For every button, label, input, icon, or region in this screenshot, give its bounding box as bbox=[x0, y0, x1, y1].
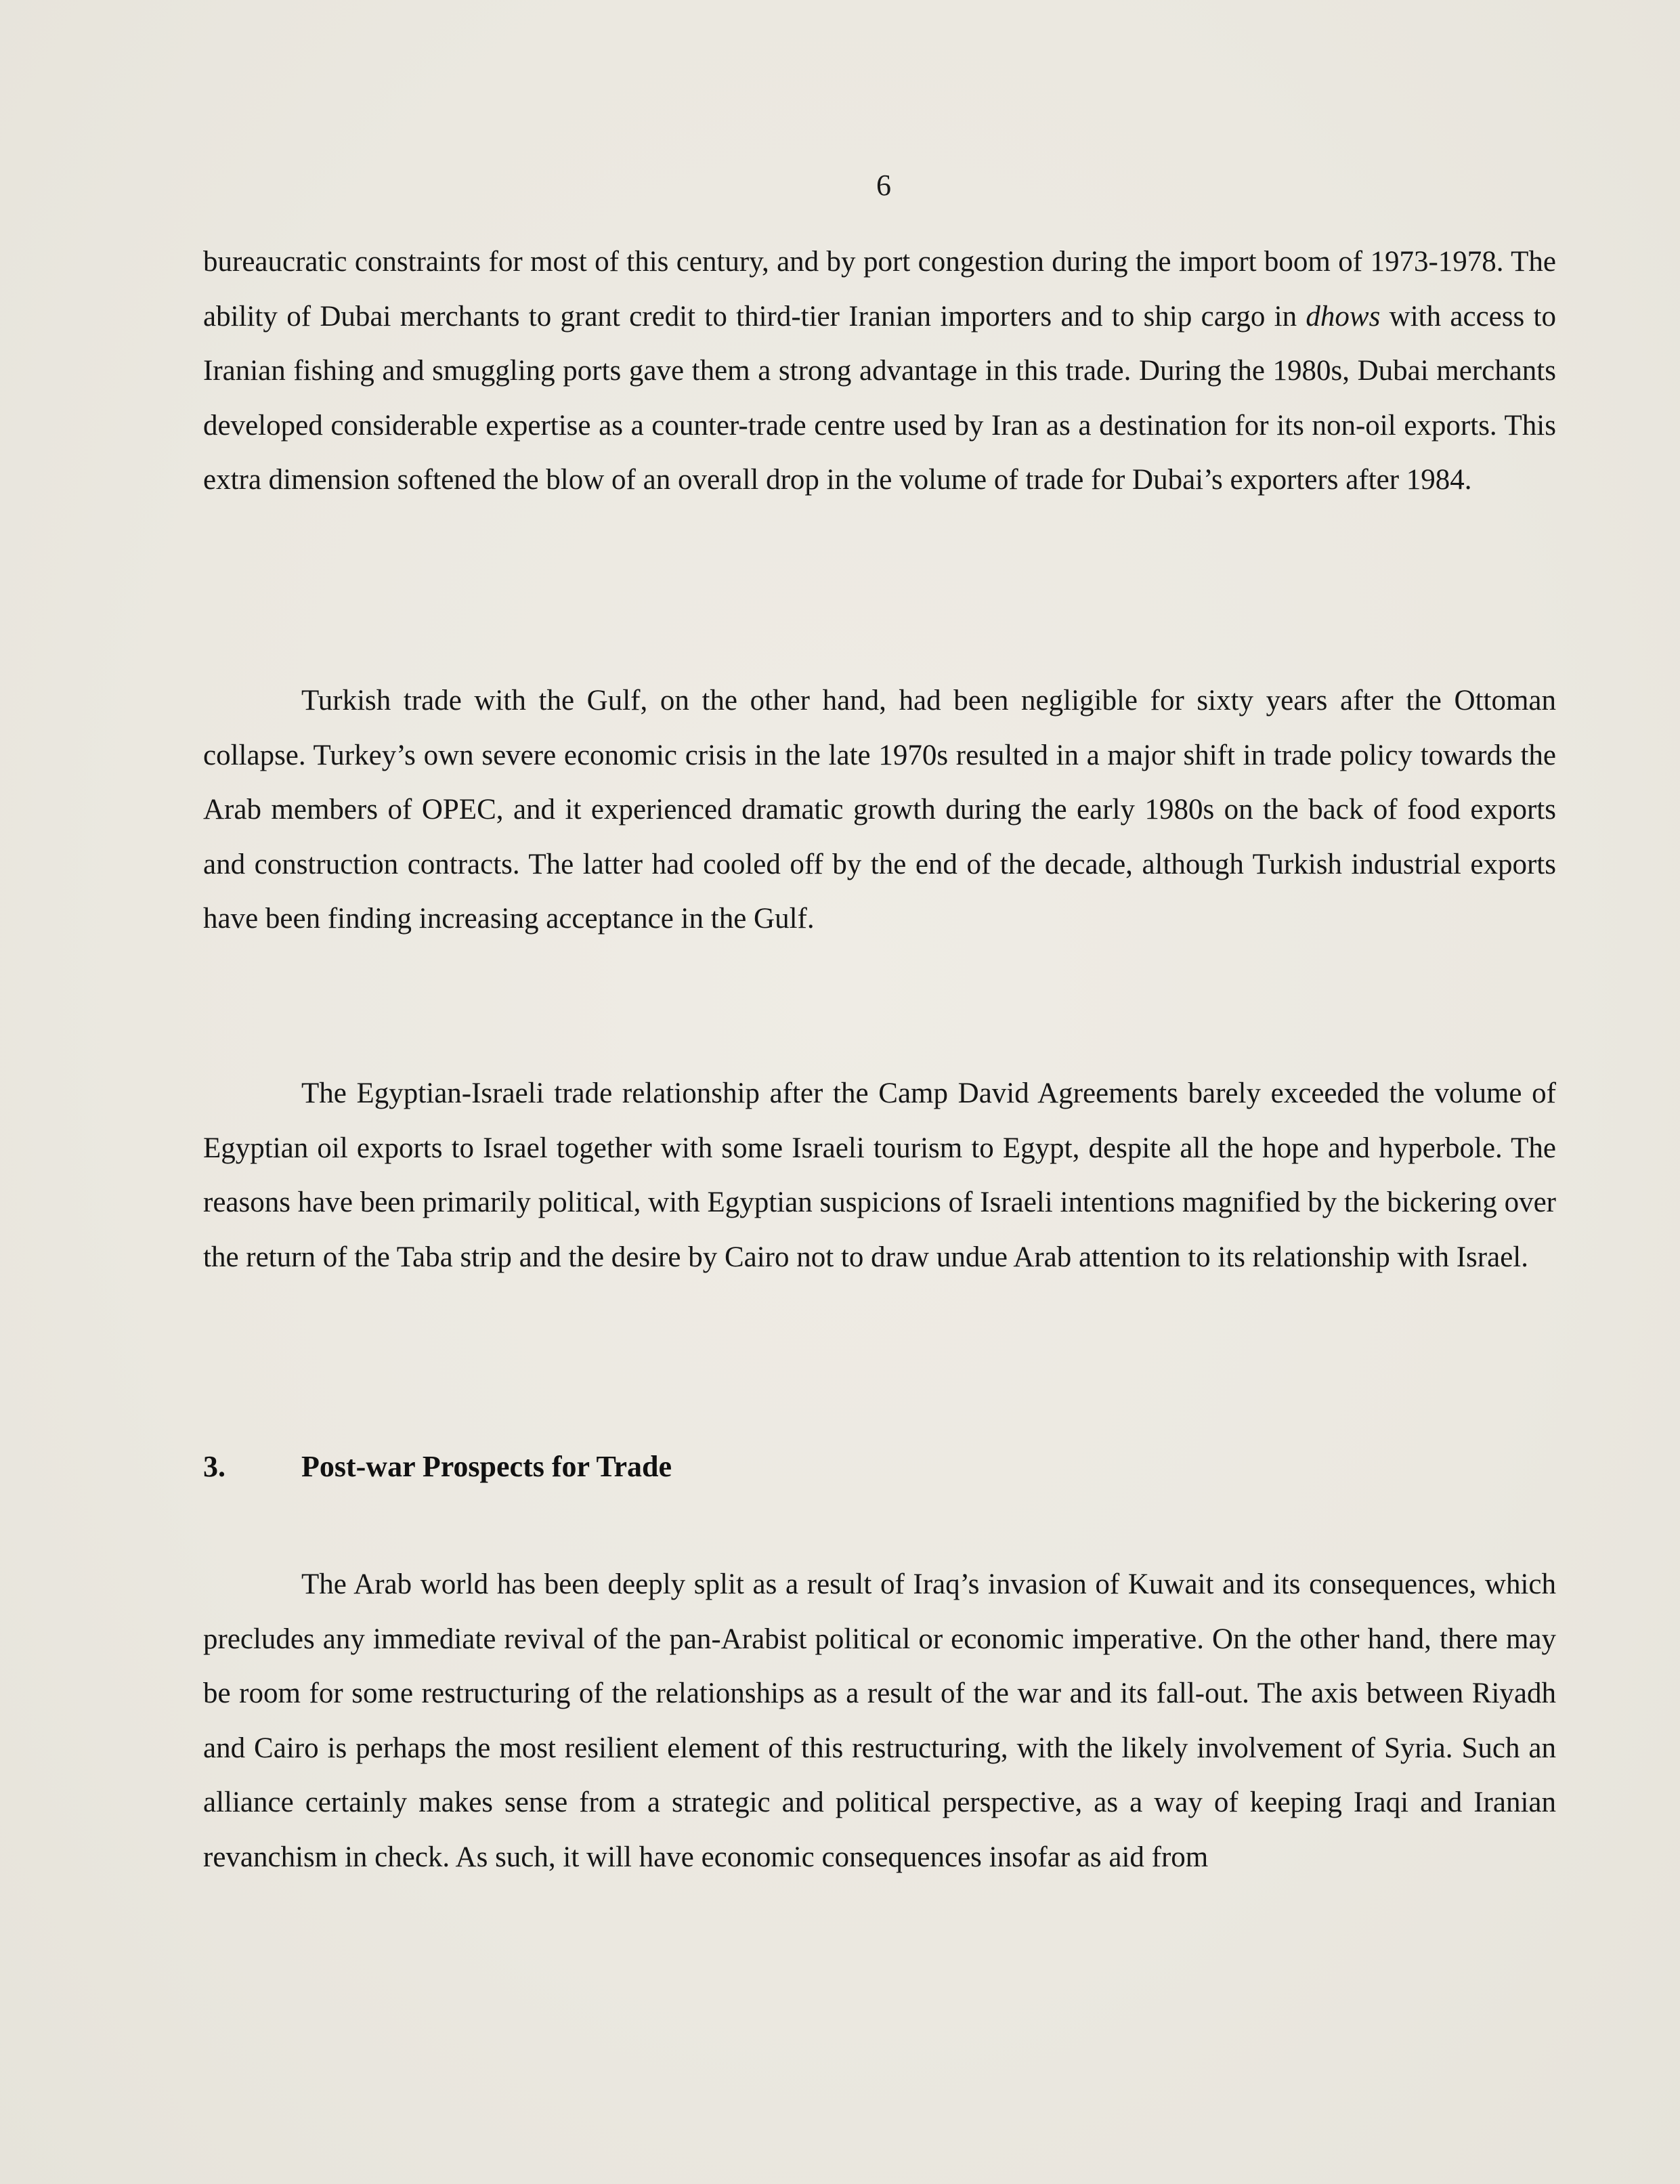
paragraph-post-war-prospects bbox=[203, 1558, 1556, 1885]
paragraph-text bbox=[203, 235, 1556, 508]
paragraph-turkish-trade bbox=[203, 674, 1556, 947]
paragraph-text: Turkish trade with the Gulf, on the other hand, had been negligible for sixty years after the Ottoman collapse. Turkey’s own severe economic crisis in the late 1970s resulted in a major shift in trade policy towards the Arab members of OPEC, and it experienced dramatic growth during the early 1980s on the back of food exports and construction contracts. The latter had cooled off by the end of the decade, although Turkish industrial exports have been finding increasing acceptance in the Gulf. bbox=[203, 685, 1556, 935]
section-heading bbox=[203, 1449, 672, 1484]
paragraph-text: The Egyptian-Israeli trade relationship after the Camp David Agreements barely exceeded the volume of Egyptian oil exports to Israel together with some Israeli tourism to Egypt, despite all the hope and hyperbole. The reasons have been primarily political, with Egyptian suspicions of Israeli intentions magnified by the bickering over the return of the Taba strip and the desire by Cairo not to draw undue Arab attention to its relationship with Israel. bbox=[203, 1077, 1556, 1273]
paragraph-text: The Arab world has been deeply split as a result of Iraq’s invasion of Kuwait and its consequences, which precludes any immediate revival of the pan-Arabist political or economic imperative. On the other hand, there may be room for some restructuring of the relationships as a result of the war and its fall-out. The axis between Riyadh and Cairo is perhaps the most resilient element of this restructuring, with the likely involvement of Syria. Such an alliance certainly makes sense from a strategic and political perspective, as a way of keeping Iraqi and Iranian revanchism in check. As such, it will have economic consequences insofar as aid from bbox=[203, 1568, 1556, 1873]
section-number: 3. bbox=[203, 1450, 225, 1483]
paragraph-dubai-trade bbox=[203, 235, 1556, 508]
italic-term-dhows: dhows bbox=[1306, 300, 1381, 333]
paragraph-egyptian-israeli-trade bbox=[203, 1067, 1556, 1285]
paragraph-text-part: bureaucratic constraints for most of this century, and by port congestion during the import boom of 1973-1978. The ability of Dubai merchants to grant credit to third-tier Iranian importers and to ship cargo in bbox=[203, 246, 1556, 333]
paragraph-text-part: with access to Iranian fishing and smuggling ports gave them a strong advantage in this trade. During the 1980s, Dubai merchants developed considerable expertise as a counter-trade centre used by Iran as a destination for its non-oil exports. This extra dimension softened the blow of an overall drop in the volume of trade for Dubai’s exporters after 1984. bbox=[203, 300, 1556, 496]
page-number: 6 bbox=[876, 169, 891, 202]
section-title: Post-war Prospects for Trade bbox=[301, 1450, 672, 1483]
